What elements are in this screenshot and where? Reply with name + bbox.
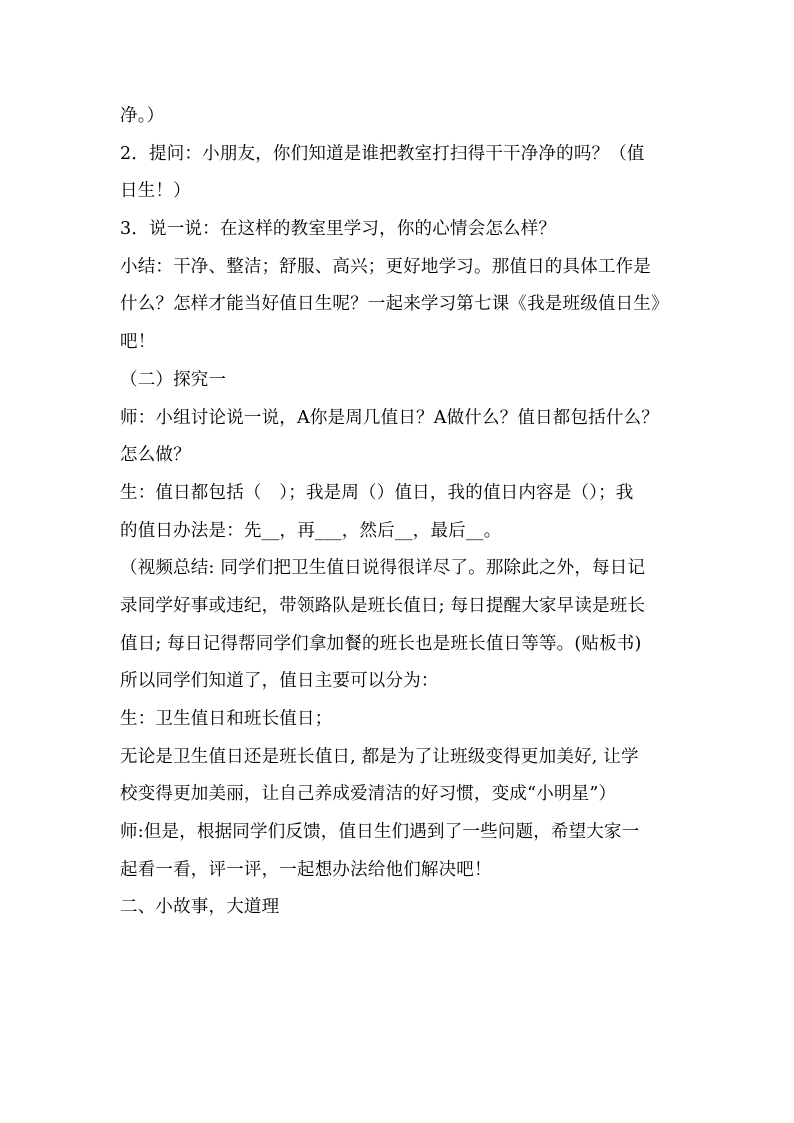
text-line: 值日; 每日记得帮同学们拿加餐的班长也是班长值日等等。(贴板书) (120, 633, 642, 654)
text-line: 的值日办法是：先__，再___，然后__，最后__。 (120, 520, 502, 541)
text-line: 2．提问：小朋友，你们知道是谁把教室打扫得干干净净的吗？（值 (120, 143, 645, 164)
text-line: 师：小组讨论说一说，A你是周几值日？A做什么？值日都包括什么？ (120, 407, 659, 428)
text-line: 校变得更加美丽，让自己养成爱清洁的好习惯，变成“小明星”） (120, 784, 617, 805)
text-line: 3．说一说：在这样的教室里学习，你的心情会怎么样？ (120, 219, 557, 240)
text-line: 录同学好事或违纪，带领路队是班长值日; 每日提醒大家早读是班长 (120, 595, 646, 616)
text-line: 无论是卫生值日还是班长值日, 都是为了让班级变得更加美好, 让学 (120, 746, 639, 767)
document-page (120, 98, 680, 927)
text-line: 吧！ (120, 332, 156, 353)
text-line: 师:但是，根据同学们反馈，值日生们遇到了一些问题，希望大家一 (120, 822, 640, 843)
text-line: 所以同学们知道了，值日主要可以分为： (120, 671, 439, 692)
text-line: 起看一看，评一评，一起想办法给他们解决吧！ (120, 859, 492, 880)
text-line: 生：值日都包括（ ）；我是周（）值日，我的值日内容是（）；我 (120, 482, 634, 503)
section-heading: 二、小故事，大道理 (120, 897, 280, 918)
text-line: 小结：干净、整洁；舒服、高兴；更好地学习。那值日的具体工作是 (120, 256, 651, 277)
text-line: （视频总结: 同学们把卫生值日说得很详尽了。那除此之外，每日记 (120, 558, 646, 579)
text-line: 日生！） (120, 181, 191, 202)
text-line: 净。） (120, 106, 165, 126)
text-line: 怎么做？ (120, 445, 191, 466)
text-line: 什么？怎样才能当好值日生呢？一起来学习第七课《我是班级值日生》 (120, 294, 669, 315)
text-line: 生：卫生值日和班长值日； (120, 709, 333, 729)
section-heading: （二）探究一 (120, 369, 227, 390)
